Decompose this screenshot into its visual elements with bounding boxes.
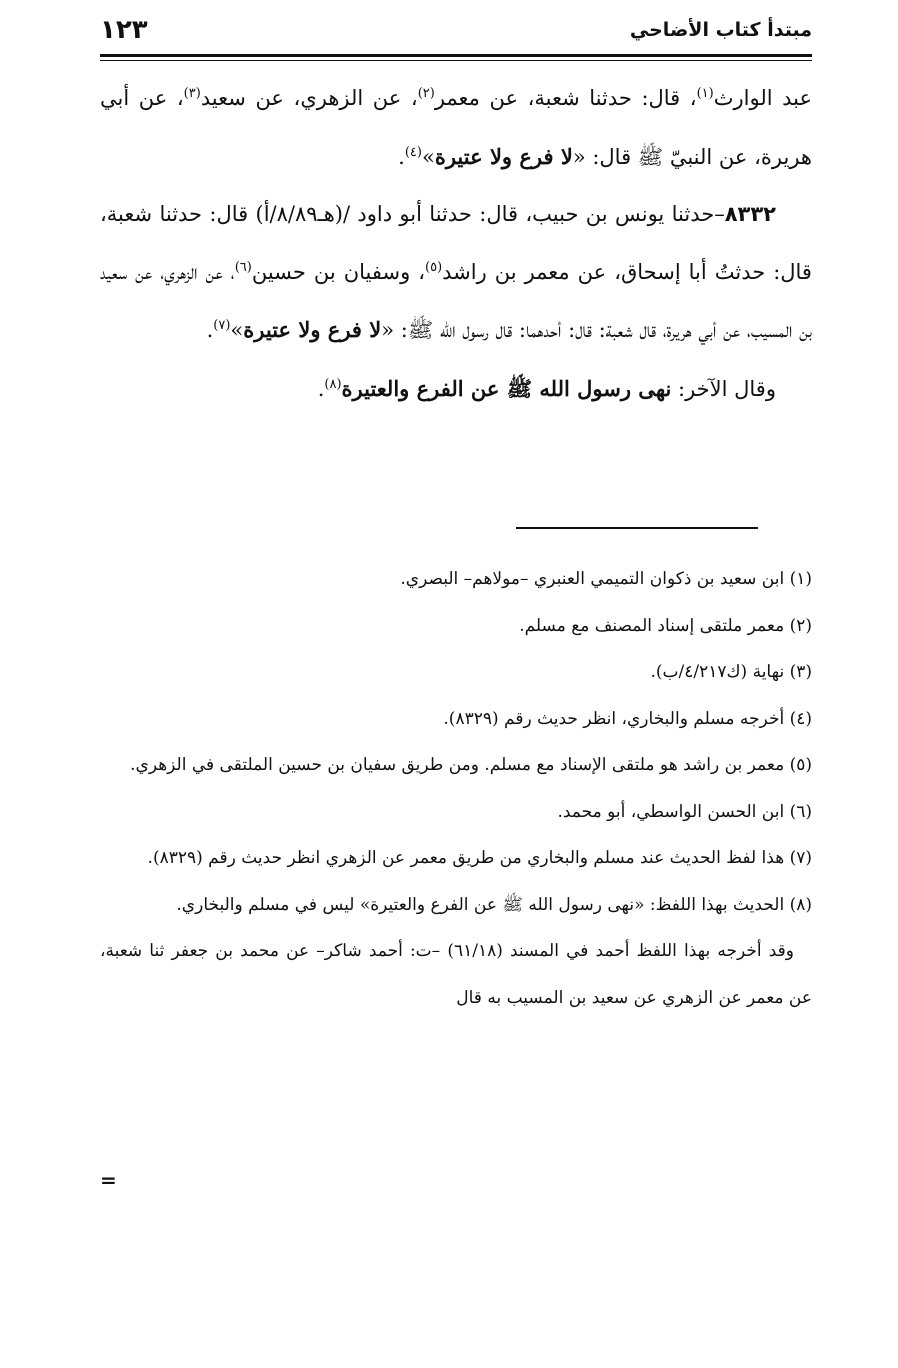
paragraph-1: عبد الوارث$^{(١)}$، قال: حدثنا شعبة، عن معمر$^{(٢)}$، عن الزهري، عن سعيد$^{(٣)}$، عن أبي هريرة، عن النبيّ ﷺ قال: «لا فرع ولا عتيرة»$^{(٤)}$. xyxy=(100,86,813,169)
footnote-ref-6[interactable]: (٦) xyxy=(234,259,252,275)
header-rule-thick xyxy=(100,54,812,57)
running-header xyxy=(100,10,812,50)
footnote-1: (١) ابن سعيد بن ذكوان التميمي العنبري –مولاهم– البصري. xyxy=(400,569,812,589)
page-number: ١٢٣ xyxy=(100,15,148,45)
footnote-ref-5[interactable]: (٥) xyxy=(425,259,443,275)
main-text xyxy=(100,70,812,418)
footnote-8: (٨) الحديث بهذا اللفظ: «نهى رسول الله ﷺ عن الفرع والعتيرة» ليس في مسلم والبخاري. xyxy=(176,894,812,915)
hadith-text: نهى رسول الله ﷺ عن الفرع والعتيرة xyxy=(341,375,672,401)
footnote-6: (٦) ابن الحسن الواسطي، أبو محمد. xyxy=(557,801,812,822)
footnote-2: (٢) معمر ملتقى إسناد المصنف مع مسلم. xyxy=(519,615,812,636)
footnotes xyxy=(100,556,812,1021)
hadith-text: لا فرع ولا عتيرة xyxy=(434,143,573,169)
footnote-separator xyxy=(516,527,758,529)
page-title: مبتدأ كتاب الأضاحي xyxy=(629,19,812,41)
footnote-ref-4[interactable]: (٤) xyxy=(404,144,422,160)
footnote-ref-8[interactable]: (٨) xyxy=(324,376,342,392)
footnote-ref-7[interactable]: (٧) xyxy=(213,318,231,333)
header-rule-thin xyxy=(100,60,812,61)
paragraph-2: ٨٣٣٢–حدثنا يونس بن حبيب، قال: حدثنا أبو داود /(هـ٨/٨٩/أ) قال: حدثنا شعبة، قال: حدثتُ أبا إسحاق، عن معمر بن راشد$^{(٥)}$، وسفيان بن حسين$^{(٦)}$، عن الزهري، عن سعيد بن المسيب، عن أبي هريرة، قال شعبة: قال: أحدهما: قال رسول الله ﷺ: «لا فرع ولا عتيرة»$^{(٧)}$. xyxy=(100,202,812,342)
footnote-ref-2[interactable]: (٢) xyxy=(417,86,435,101)
footnote-3: (٣) نهاية (ك٤/٢١٧/ب). xyxy=(650,662,812,682)
footnote-7: (٧) هذا لفظ الحديث عند مسلم والبخاري من طريق معمر عن الزهري انظر حديث رقم (٨٣٢٩). xyxy=(147,848,812,868)
footnote-5: (٥) معمر بن راشد هو ملتقى الإسناد مع مسلم. ومن طريق سفيان بن حسين الملتقى في الزهري. xyxy=(130,755,812,775)
footnote-ref-3[interactable]: (٣) xyxy=(183,86,201,101)
footnote-ref-1[interactable]: (١) xyxy=(696,86,714,101)
footnote-4: (٤) أخرجه مسلم والبخاري، انظر حديث رقم (٨٣٢٩). xyxy=(443,708,812,729)
footnote-8-continuation: وقد أخرجه بهذا اللفظ أحمد في المسند (٦١/١٨) –ت: أحمد شاكر– عن محمد بن جعفر ثنا شعبة، عن معمر عن الزهري عن سعيد بن المسيب به قال xyxy=(100,941,812,1008)
continuation-mark: = xyxy=(100,1168,117,1192)
paragraph-3: وقال الآخر: نهى رسول الله ﷺ عن الفرع والعتيرة$^{(٨)}$. xyxy=(317,375,776,401)
hadith-text: لا فرع ولا عتيرة xyxy=(243,317,382,342)
hadith-number: ٨٣٣٢ xyxy=(724,202,776,226)
